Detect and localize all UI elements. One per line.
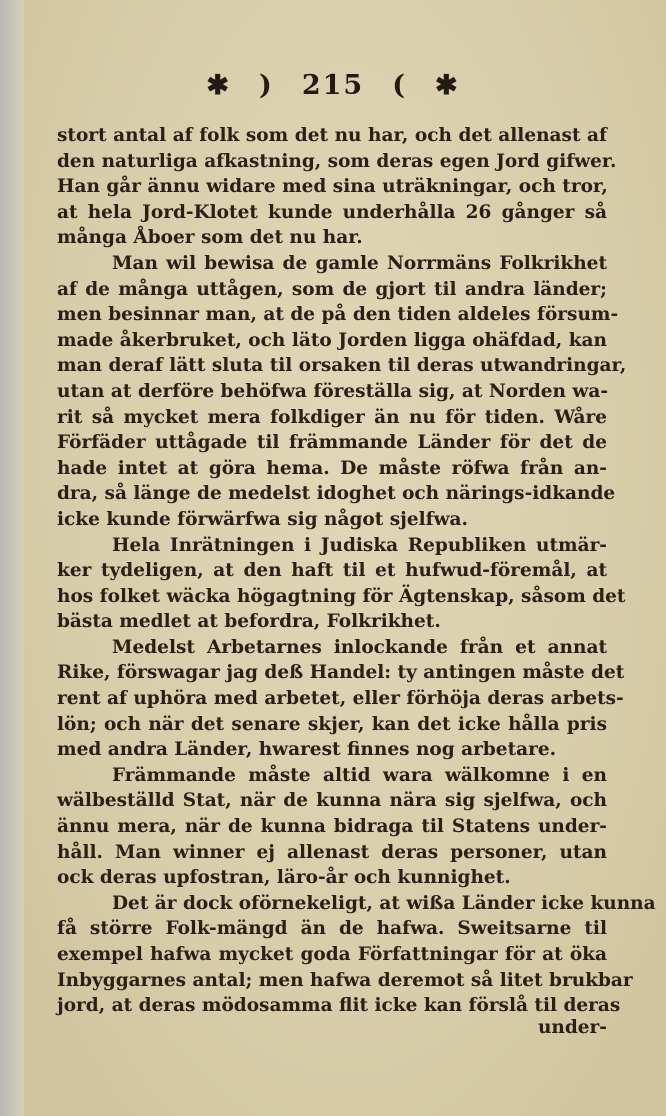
text-line: lön; och när det senare skjer, kan det icke hålla pris (57, 713, 607, 735)
text-line: Det är dock oförnekeligt, at wißa Länder icke kunna (112, 892, 656, 914)
text-line: Främmande måste altid wara wälkomne i en (112, 764, 607, 786)
text-line: ker tydeligen, at den haft til et hufwud-föremål, at (57, 560, 607, 582)
text-line: dra, så länge de medelst idoghet och närings-idkande (57, 483, 616, 505)
scan-gutter (0, 0, 24, 1116)
text-line: stort antal af folk som det nu har, och det allenast af (57, 125, 607, 146)
text-line: man deraf lätt sluta til orsaken til deras utwandringar, (57, 355, 627, 377)
catchword: under- (537, 1017, 607, 1038)
text-line: många Åboer som det nu har. (57, 227, 363, 249)
text-line: Han går ännu widare med sina uträkningar, och tror, (57, 176, 608, 198)
text-line: hos folket wäcka högagtning för Ägtenskap, såsom det (57, 585, 626, 607)
header-paren-left: ) (259, 70, 274, 101)
text-line: rent af uphöra med arbetet, eller förhöja deras arbets- (57, 688, 624, 710)
text-line: made åkerbruket, och läto Jorden ligga ohäfdad, kan (57, 329, 607, 351)
text-line: hade intet at göra hema. De måste röfwa från an- (57, 457, 607, 479)
page-header (0, 70, 666, 101)
text-line: bästa medlet at befordra, Folkrikhet. (57, 611, 441, 633)
text-line: ännu mera, när de kunna bidraga til Statens under- (57, 816, 607, 838)
text-line: håll. Man winner ej allenast deras personer, utan (57, 841, 607, 863)
text-line: men besinnar man, at de på den tiden aldeles försum- (57, 304, 619, 326)
text-line: Hela Inrätningen i Judiska Republiken utmär- (112, 534, 607, 556)
text-line: få större Folk-mängd än de hafwa. Sweitsarne til (57, 918, 607, 940)
text-line: af de många uttågen, som de gjort til andra länder; (57, 278, 607, 300)
text-line: utan at derföre behöfwa föreställa sig, at Norden wa- (57, 380, 609, 402)
text-line: ock deras upfostran, läro-år och kunnighet. (57, 867, 511, 889)
page-number: 215 (301, 70, 365, 101)
text-line: icke kunde förwärfwa sig något sjelfwa. (57, 508, 468, 530)
text-line: Inbyggarnes antal; men hafwa deremot så litet brukbar (57, 969, 633, 991)
text-line: med andra Länder, hwarest finnes nog arbetare. (57, 739, 557, 761)
text-line: jord, at deras mödosamma flit icke kan förslå til deras (57, 995, 621, 1017)
text-line: Man wil bewisa de gamle Norrmäns Folkrikhet (112, 252, 607, 274)
text-line: Förfäder uttågade til främmande Länder för det de (57, 432, 607, 454)
text-line: rit så mycket mera folkdiger än nu för tiden. Wåre (57, 406, 607, 428)
asterisk-ornament-icon: ✱ (434, 70, 460, 101)
text-line: Medelst Arbetarnes inlockande från et annat (112, 636, 607, 658)
text-line: Rike, förswagar jag deß Handel: ty antingen måste det (57, 662, 625, 684)
body-text (57, 123, 656, 1019)
text-line: exempel hafwa mycket goda Författningar för at öka (57, 944, 607, 965)
text-line: at hela Jord-Klotet kunde underhålla 26 gånger så (57, 201, 607, 223)
header-paren-right: ( (392, 70, 407, 101)
text-line: wälbeställd Stat, när de kunna nära sig sjelfwa, och (57, 790, 607, 812)
asterisk-ornament-icon: ✱ (206, 70, 232, 101)
text-line: den naturliga afkastning, som deras egen Jord gifwer. (57, 150, 617, 172)
